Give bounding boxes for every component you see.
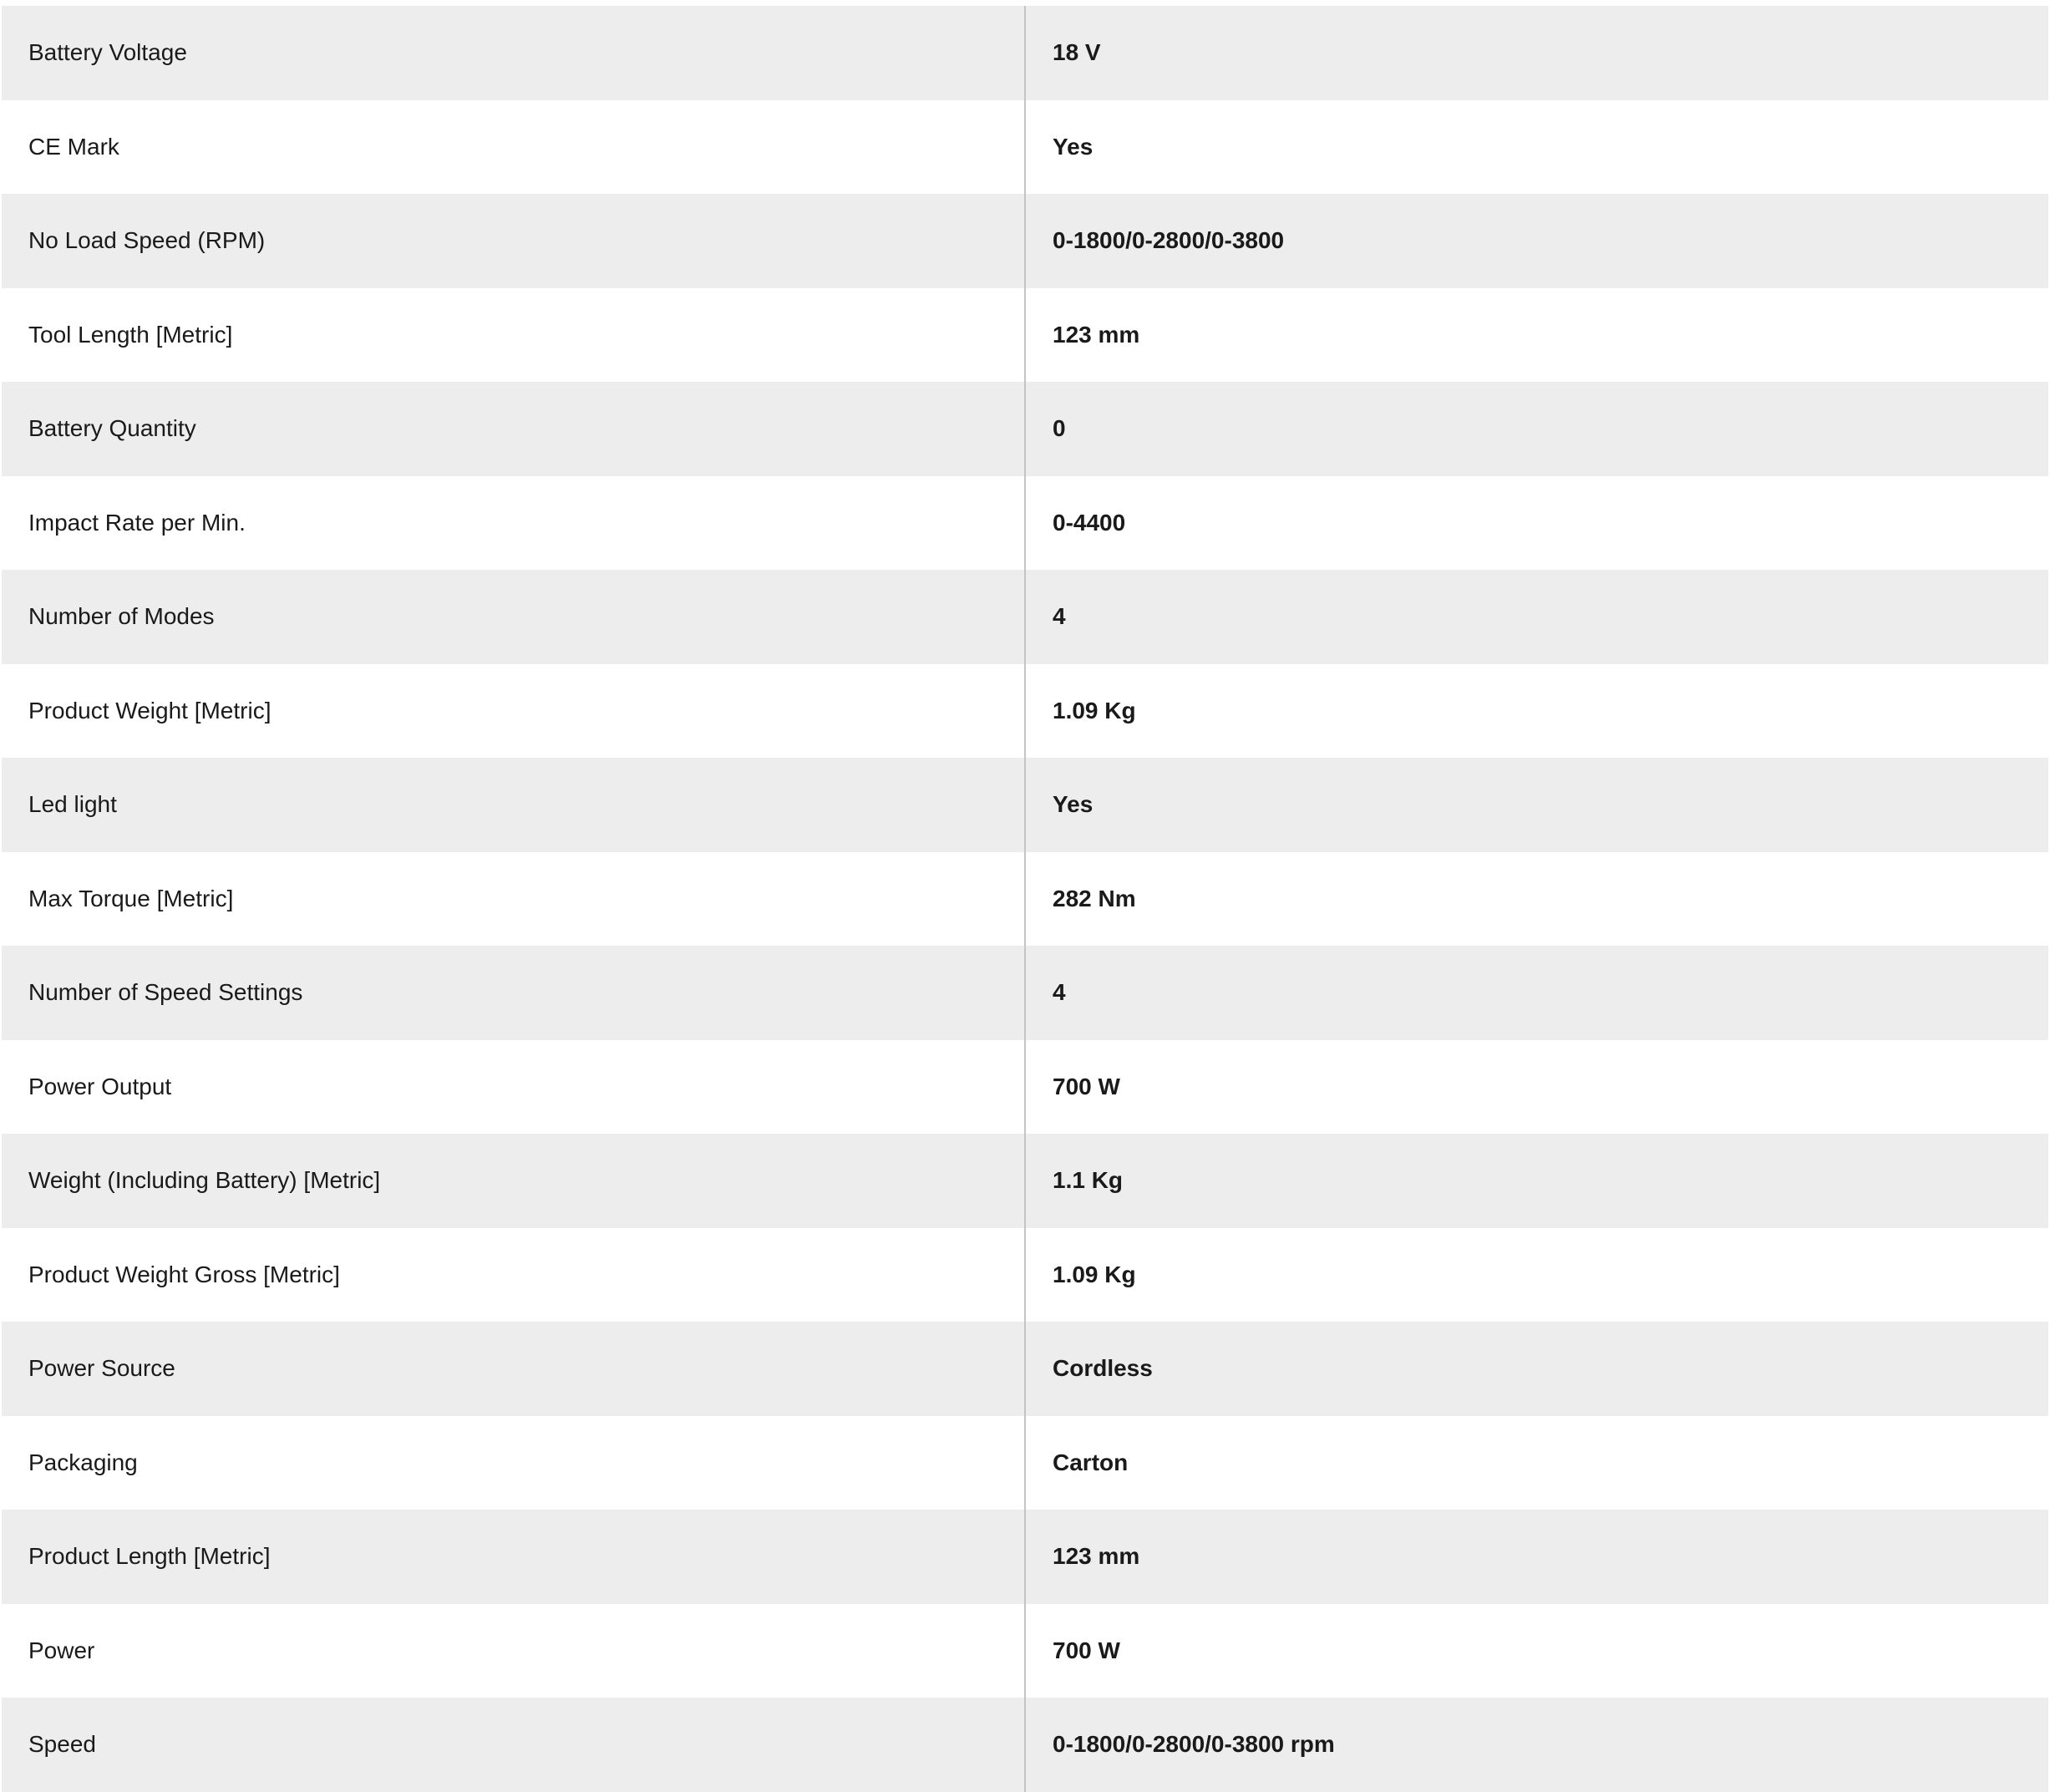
- spec-label: Speed: [2, 1698, 1025, 1792]
- spec-label: Number of Modes: [2, 570, 1025, 664]
- spec-value: 700 W: [1053, 1073, 1120, 1099]
- spec-value: 0-1800/0-2800/0-3800: [1053, 227, 1285, 254]
- spec-label: Product Length [Metric]: [2, 1510, 1025, 1604]
- spec-value: 1.09 Kg: [1053, 1261, 1136, 1287]
- spec-value: 123 mm: [1053, 321, 1140, 348]
- spec-row-battery-quantity: [2, 382, 2048, 476]
- spec-row-packaging: [2, 1416, 2048, 1510]
- specifications-table-body: [2, 6, 2048, 1792]
- spec-row-power: [2, 1604, 2048, 1698]
- spec-row-battery-voltage: [2, 6, 2048, 100]
- spec-label: Product Weight Gross [Metric]: [2, 1228, 1025, 1322]
- spec-value: Cordless: [1053, 1355, 1153, 1382]
- spec-row-product-weight: [2, 664, 2048, 759]
- spec-value: Carton: [1053, 1449, 1129, 1475]
- spec-row-power-source: [2, 1322, 2048, 1416]
- spec-value: Yes: [1053, 133, 1094, 160]
- spec-label: Packaging: [2, 1416, 1025, 1510]
- spec-label: Power: [2, 1604, 1025, 1698]
- spec-label: Led light: [2, 758, 1025, 852]
- spec-row-ce-mark: [2, 100, 2048, 195]
- spec-row-power-output: [2, 1040, 2048, 1135]
- spec-row-weight-including-battery: [2, 1134, 2048, 1228]
- spec-row-number-of-modes: [2, 570, 2048, 664]
- spec-value: 0-1800/0-2800/0-3800 rpm: [1053, 1731, 1335, 1758]
- spec-row-product-length: [2, 1510, 2048, 1604]
- spec-value: Yes: [1053, 791, 1094, 818]
- spec-label: CE Mark: [2, 100, 1025, 195]
- spec-label: Weight (Including Battery) [Metric]: [2, 1134, 1025, 1228]
- spec-value: 282 Nm: [1053, 885, 1136, 911]
- spec-value: 4: [1053, 979, 1066, 1006]
- spec-row-tool-length: [2, 288, 2048, 383]
- spec-label: Number of Speed Settings: [2, 946, 1025, 1040]
- spec-value: 1.09 Kg: [1053, 697, 1136, 723]
- spec-value: 0-4400: [1053, 509, 1126, 536]
- spec-row-speed: [2, 1698, 2048, 1792]
- spec-label: Product Weight [Metric]: [2, 664, 1025, 759]
- spec-label: Tool Length [Metric]: [2, 288, 1025, 383]
- spec-value: 123 mm: [1053, 1543, 1140, 1570]
- spec-row-impact-rate: [2, 476, 2048, 571]
- spec-value: 0: [1053, 415, 1066, 442]
- spec-label: Power Source: [2, 1322, 1025, 1416]
- spec-label: Max Torque [Metric]: [2, 852, 1025, 947]
- spec-label: Impact Rate per Min.: [2, 476, 1025, 571]
- spec-value: 1.1 Kg: [1053, 1167, 1124, 1194]
- spec-value: 18 V: [1053, 39, 1101, 66]
- spec-label: Battery Quantity: [2, 382, 1025, 476]
- spec-row-speed-settings: [2, 946, 2048, 1040]
- specifications-table: [2, 6, 2048, 1792]
- spec-row-led-light: [2, 758, 2048, 852]
- spec-row-product-weight-gross: [2, 1228, 2048, 1322]
- spec-label: Battery Voltage: [2, 6, 1025, 100]
- spec-label: Power Output: [2, 1040, 1025, 1135]
- spec-value: 4: [1053, 603, 1066, 630]
- spec-value: 700 W: [1053, 1637, 1120, 1663]
- spec-row-max-torque: [2, 852, 2048, 947]
- spec-label: No Load Speed (RPM): [2, 194, 1025, 288]
- spec-row-no-load-speed: [2, 194, 2048, 288]
